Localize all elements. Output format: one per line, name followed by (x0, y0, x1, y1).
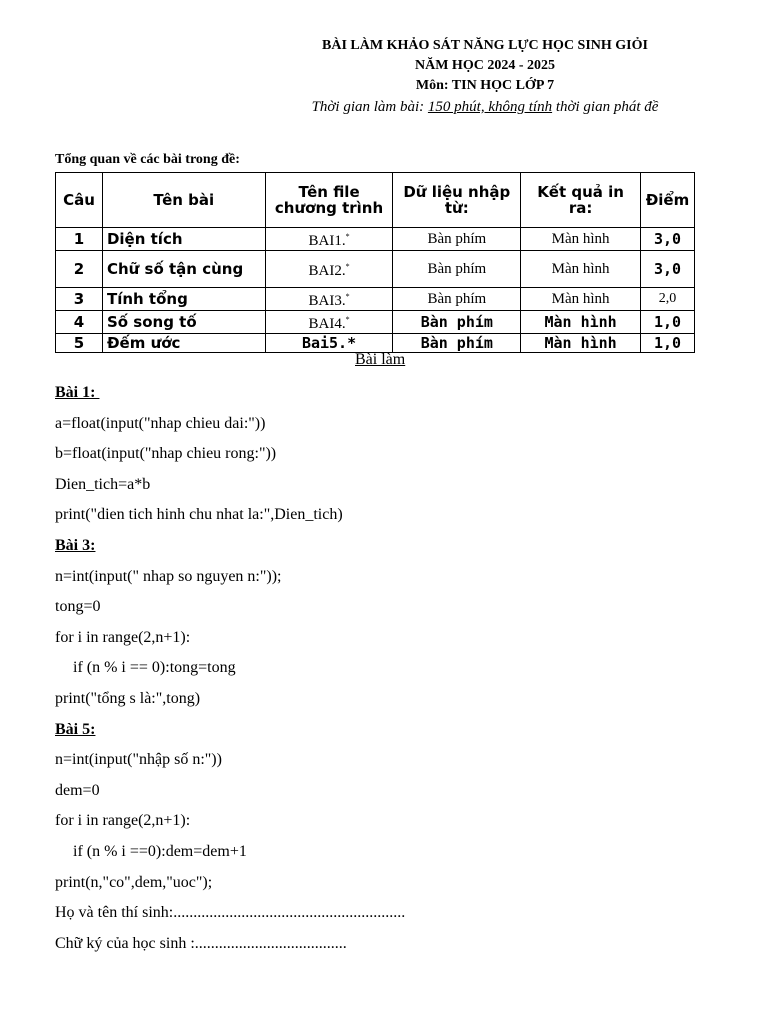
cell-score: 2,0 (640, 288, 694, 311)
file-name: BAI2. (308, 263, 346, 279)
header-subject: Môn: TIN HỌC LỚP 7 (415, 78, 555, 93)
table-row (56, 334, 695, 353)
cell-name: Đếm ước (102, 334, 265, 353)
code-line: dem=0 (55, 781, 100, 799)
code-line: for i in range(2,n+1): (55, 628, 191, 646)
table-row (56, 228, 695, 251)
cell-input: Bàn phím (393, 228, 521, 251)
time-duration: 150 phút, không tính (427, 99, 553, 115)
cell-output: Màn hình (521, 334, 641, 353)
cell-score: 1,0 (640, 334, 694, 353)
cell-name: Tính tổng (102, 288, 265, 311)
code-line: tong=0 (55, 598, 101, 616)
section-heading-bai-5: Bài 5: (55, 720, 96, 738)
file-ext: * (345, 262, 350, 271)
header-ten-bai: Tên bài (102, 173, 265, 228)
table-row (56, 288, 695, 311)
time-prefix: Thời gian làm bài: (311, 99, 428, 115)
code-line: b=float(input("nhap chieu rong:")) (55, 445, 277, 463)
code-line: print(n,"co",dem,"uoc"); (55, 873, 213, 891)
cell-input: Bàn phím (393, 311, 521, 334)
section-heading-bai-3: Bài 3: (55, 536, 96, 554)
header-title: BÀI LÀM KHẢO SÁT NĂNG LỰC HỌC SINH GIỎI (322, 38, 648, 53)
cell-score: 3,0 (640, 251, 694, 288)
table-row (56, 311, 695, 334)
time-suffix: thời gian phát đề (552, 99, 659, 115)
header-ket-qua: Kết quả in ra: (521, 173, 641, 228)
cell-num: 5 (56, 334, 103, 353)
overview-table (55, 172, 695, 353)
cell-input: Bàn phím (393, 251, 521, 288)
cell-num: 1 (56, 228, 103, 251)
cell-num: 2 (56, 251, 103, 288)
cell-file (265, 251, 393, 288)
file-name: BAI1. (308, 233, 346, 249)
answer-title: Bài làm (355, 351, 406, 368)
file-ext: * (345, 232, 350, 241)
cell-num: 3 (56, 288, 103, 311)
cell-input: Bàn phím (393, 288, 521, 311)
cell-score: 3,0 (640, 228, 694, 251)
cell-name: Số song tố (102, 311, 265, 334)
code-line: print("dien tich hinh chu nhat la:",Dien_tich) (55, 506, 343, 524)
code-line: n=int(input(" nhap so nguyen n:")); (55, 567, 282, 585)
student-name-line: Họ và tên thí sinh:.......................................................... (55, 904, 406, 922)
header-school-year: NĂM HỌC 2024 - 2025 (415, 58, 555, 73)
cell-output: Màn hình (521, 311, 641, 334)
header-diem: Điểm (640, 173, 694, 228)
cell-file: Bai5.* (265, 334, 393, 353)
cell-output: Màn hình (521, 228, 641, 251)
file-name: BAI4. (308, 316, 346, 332)
header-time (290, 96, 680, 118)
cell-file (265, 311, 393, 334)
cell-num: 4 (56, 311, 103, 334)
code-line: for i in range(2,n+1): (55, 812, 191, 830)
table-header-row (56, 173, 695, 228)
code-line: if (n % i ==0):dem=dem+1 (73, 842, 247, 860)
file-ext: * (345, 315, 350, 324)
cell-file (265, 228, 393, 251)
overview-label: Tổng quan về các bài trong đề: (55, 152, 240, 167)
cell-score: 1,0 (640, 311, 694, 334)
cell-name: Chữ số tận cùng (102, 251, 265, 288)
header-du-lieu: Dữ liệu nhập từ: (393, 173, 521, 228)
answer-body (55, 379, 405, 960)
header-ten-file: Tên file chương trình (265, 173, 393, 228)
code-line: print("tổng s là:",tong) (55, 689, 201, 707)
cell-output: Màn hình (521, 288, 641, 311)
file-name: BAI3. (308, 293, 346, 309)
header-cau: Câu (56, 173, 103, 228)
code-line: if (n % i == 0):tong=tong (73, 659, 236, 677)
cell-output: Màn hình (521, 251, 641, 288)
document-header (290, 36, 680, 118)
file-ext: * (345, 292, 350, 301)
cell-file (265, 288, 393, 311)
cell-input: Bàn phím (393, 334, 521, 353)
cell-name: Diện tích (102, 228, 265, 251)
section-heading-bai-1: Bài 1: (55, 384, 100, 401)
code-line: a=float(input("nhap chieu dai:")) (55, 414, 266, 432)
table-row (56, 251, 695, 288)
student-signature-line: Chữ ký của học sinh :...................................... (55, 934, 347, 952)
code-line: n=int(input("nhập số n:")) (55, 751, 222, 769)
code-line: Dien_tich=a*b (55, 475, 151, 493)
